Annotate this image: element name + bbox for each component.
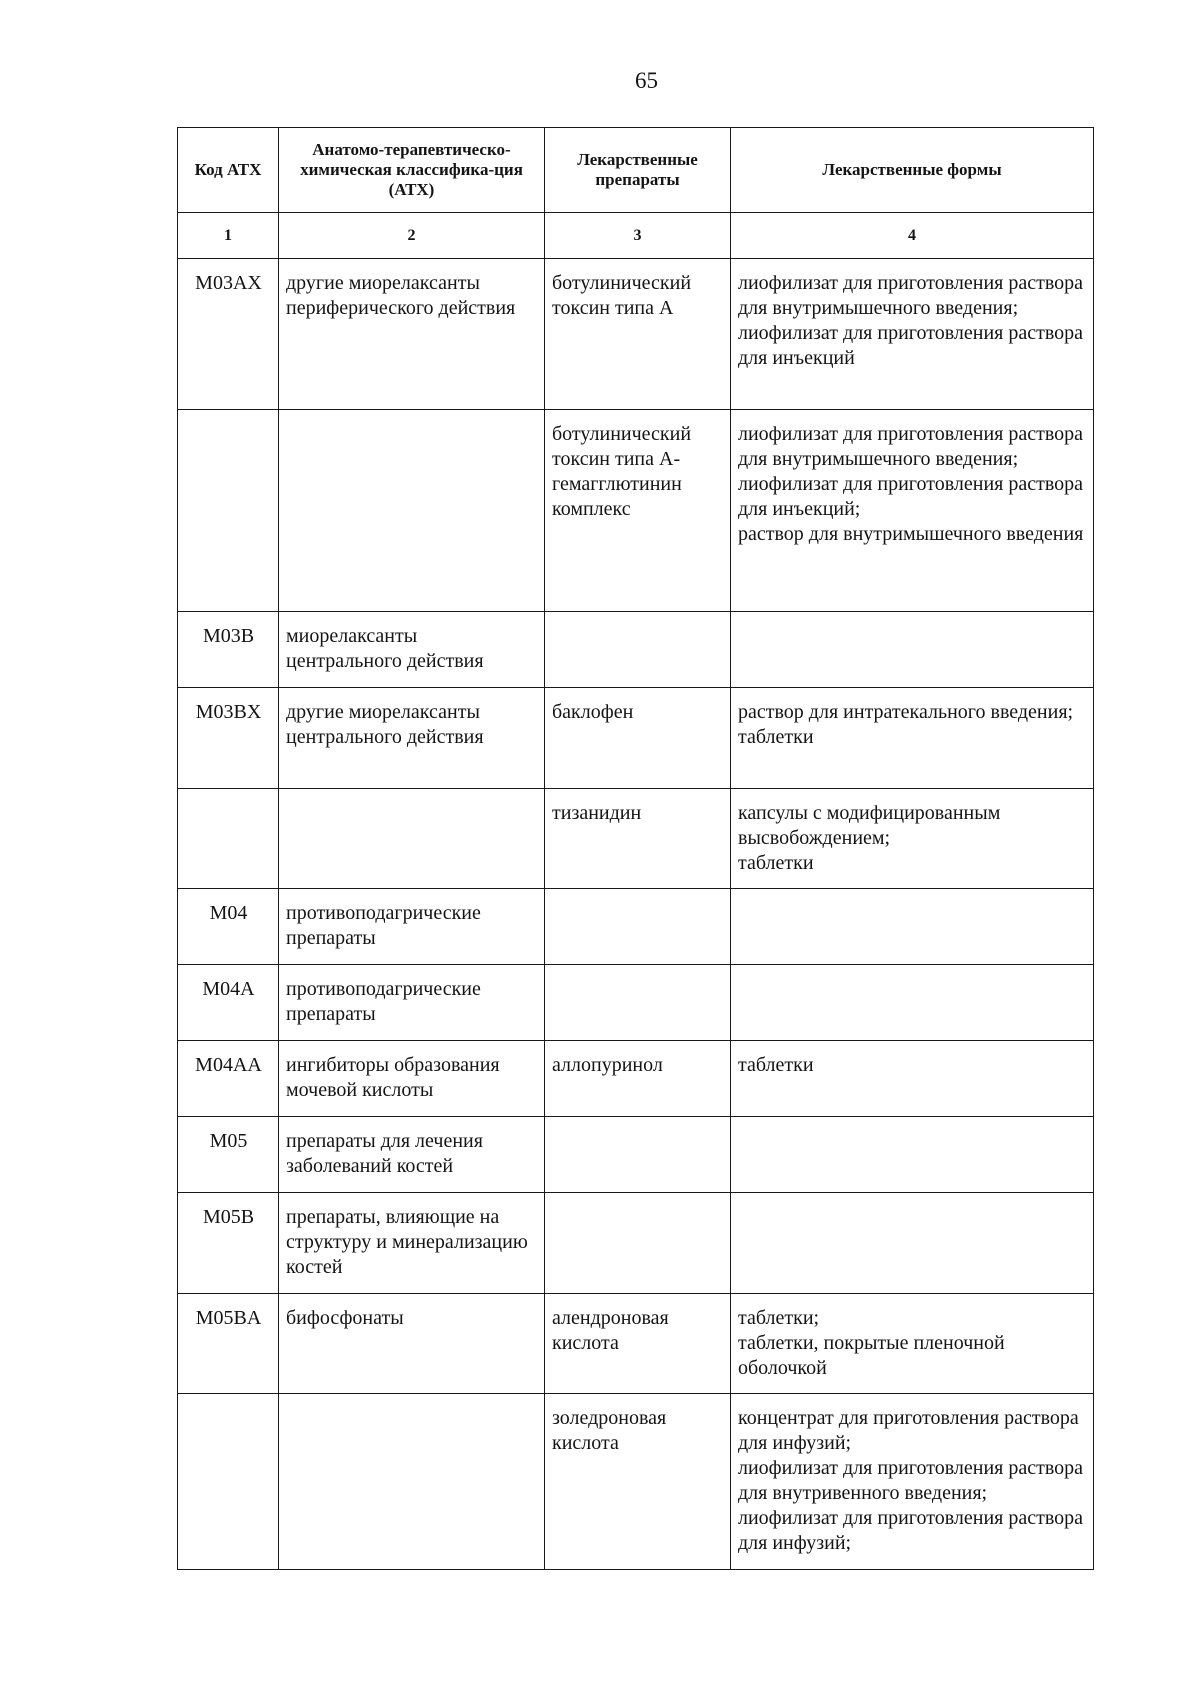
table-row	[178, 259, 1094, 410]
column-number: 1	[178, 213, 279, 259]
classification-cell: противоподагрические препараты	[279, 965, 545, 1041]
table-row	[178, 889, 1094, 965]
drug-cell: ботулинический токсин типа А	[545, 259, 731, 410]
column-number: 3	[545, 213, 731, 259]
dosage-form-line: лиофилизат для приготовления раствора для инъекций;	[738, 473, 1084, 520]
dosage-form-line: концентрат для приготовления раствора для инфузий;	[738, 1407, 1079, 1454]
dosage-forms-cell	[731, 965, 1094, 1041]
drug-cell: алендроновая кислота	[545, 1294, 731, 1394]
atc-code-cell: M04AA	[178, 1041, 279, 1117]
classification-cell	[279, 410, 545, 612]
dosage-forms-cell	[731, 1117, 1094, 1193]
table-row	[178, 612, 1094, 688]
drug-cell: тизанидин	[545, 789, 731, 889]
atc-code-cell: M03B	[178, 612, 279, 688]
table-row	[178, 1394, 1094, 1570]
page-number: 65	[635, 68, 658, 93]
dosage-form-line: таблетки	[738, 852, 814, 874]
atc-code-cell	[178, 789, 279, 889]
table-row	[178, 688, 1094, 789]
classification-cell: препараты для лечения заболеваний костей	[279, 1117, 545, 1193]
atc-code-cell: M04A	[178, 965, 279, 1041]
dosage-forms-cell	[731, 612, 1094, 688]
drug-cell	[545, 612, 731, 688]
dosage-forms-cell	[731, 1193, 1094, 1294]
dosage-form-line: таблетки	[738, 1054, 814, 1076]
dosage-forms-cell	[731, 1394, 1094, 1570]
dosage-form-line: лиофилизат для приготовления раствора для инъекций	[738, 322, 1084, 369]
header-drugs: Лекарственные препараты	[545, 128, 731, 213]
classification-cell: бифосфонаты	[279, 1294, 545, 1394]
drug-cell	[545, 965, 731, 1041]
dosage-forms-cell	[731, 410, 1094, 612]
dosage-form-line: лиофилизат для приготовления раствора для внутривенного введения;	[738, 1457, 1084, 1504]
dosage-form-line: таблетки	[738, 726, 814, 748]
drug-cell: ботулинический токсин типа А-гемагглютинин комплекс	[545, 410, 731, 612]
atc-code-cell: M04	[178, 889, 279, 965]
table-row	[178, 1041, 1094, 1117]
column-number-row	[178, 213, 1094, 259]
dosage-form-line: лиофилизат для приготовления раствора для внутримышечного введения;	[738, 423, 1084, 470]
table-row	[178, 965, 1094, 1041]
header-dosage-forms: Лекарственные формы	[731, 128, 1094, 213]
dosage-form-line: капсулы с модифицированным высвобождением;	[738, 802, 1001, 849]
classification-cell	[279, 789, 545, 889]
drug-cell	[545, 889, 731, 965]
column-number: 4	[731, 213, 1094, 259]
classification-cell: миорелаксанты центрального действия	[279, 612, 545, 688]
classification-cell: другие миорелаксанты центрального действия	[279, 688, 545, 789]
dosage-form-line: лиофилизат для приготовления раствора для инфузий;	[738, 1507, 1084, 1554]
classification-cell	[279, 1394, 545, 1570]
dosage-forms-cell	[731, 259, 1094, 410]
dosage-forms-cell	[731, 688, 1094, 789]
atc-code-cell	[178, 410, 279, 612]
classification-cell: ингибиторы образования мочевой кислоты	[279, 1041, 545, 1117]
dosage-forms-cell	[731, 789, 1094, 889]
dosage-form-line: раствор для внутримышечного введения	[738, 523, 1084, 545]
drug-cell	[545, 1193, 731, 1294]
header-atc-code: Код АТХ	[178, 128, 279, 213]
header-atc-classification: Анатомо-терапевтическо-химическая классифика-ция (АТХ)	[279, 128, 545, 213]
dosage-form-line: лиофилизат для приготовления раствора для внутримышечного введения;	[738, 272, 1084, 319]
table-row	[178, 1294, 1094, 1394]
dosage-form-line: таблетки, покрытые пленочной оболочкой	[738, 1332, 1005, 1379]
atc-table	[177, 127, 1094, 1570]
classification-cell: другие миорелаксанты периферического действия	[279, 259, 545, 410]
atc-code-cell	[178, 1394, 279, 1570]
drug-cell	[545, 1117, 731, 1193]
atc-code-cell: M05	[178, 1117, 279, 1193]
drug-cell: баклофен	[545, 688, 731, 789]
drug-cell: золедроновая кислота	[545, 1394, 731, 1570]
dosage-form-line: раствор для интратекального введения;	[738, 701, 1074, 723]
column-number: 2	[279, 213, 545, 259]
classification-cell: препараты, влияющие на структуру и минерализацию костей	[279, 1193, 545, 1294]
atc-code-cell: M05B	[178, 1193, 279, 1294]
atc-code-cell: M03BX	[178, 688, 279, 789]
table-header-row	[178, 128, 1094, 213]
table-row	[178, 1117, 1094, 1193]
dosage-forms-cell	[731, 889, 1094, 965]
table-row	[178, 789, 1094, 889]
atc-code-cell: M05BA	[178, 1294, 279, 1394]
classification-cell: противоподагрические препараты	[279, 889, 545, 965]
atc-code-cell: M03AX	[178, 259, 279, 410]
dosage-forms-cell	[731, 1041, 1094, 1117]
dosage-forms-cell	[731, 1294, 1094, 1394]
table-row	[178, 1193, 1094, 1294]
table-row	[178, 410, 1094, 612]
dosage-form-line: таблетки;	[738, 1307, 820, 1329]
drug-cell: аллопуринол	[545, 1041, 731, 1117]
